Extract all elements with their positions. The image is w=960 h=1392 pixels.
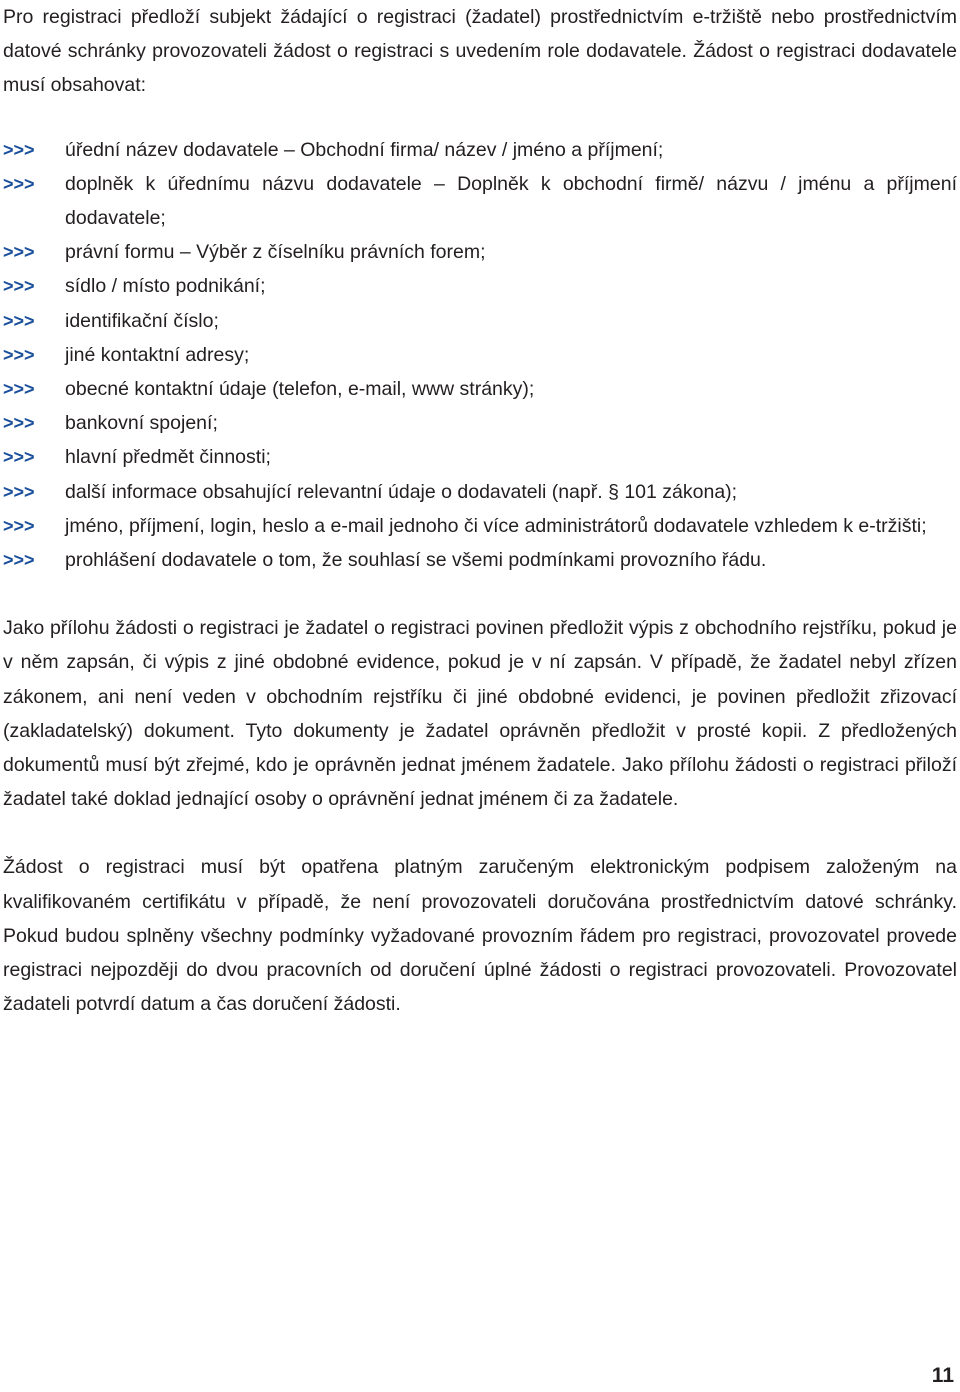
list-item <box>3 235 957 269</box>
list-item-text: jiné kontaktní adresy; <box>65 343 250 366</box>
bullet-marker: >>> <box>3 379 35 400</box>
bullet-marker: >>> <box>3 242 35 263</box>
intro-paragraph: Pro registraci předloží subjekt žádající o registraci (žadatel) prostřednictvím e-tržiště nebo prostřednictvím datové schránky provozovateli žádost o registraci s uvedením role dodavatele. Žádost o registraci dodavatele musí obsahovat: <box>3 6 957 97</box>
bullet-marker: >>> <box>3 481 35 502</box>
list-item-text: hlavní předmět činnosti; <box>65 446 271 469</box>
bullet-marker: >>> <box>3 447 35 468</box>
list-item-text: úřední název dodavatele – Obchodní firma/ název / jméno a příjmení; <box>65 138 664 161</box>
list-item <box>3 406 957 440</box>
list-item <box>3 475 957 509</box>
bullet-marker: >>> <box>3 344 35 365</box>
bullet-marker: >>> <box>3 139 35 160</box>
list-item <box>3 167 957 235</box>
list-item-text: jméno, příjmení, login, heslo a e-mail jednoho či více administrátorů dodavatele vzhledem k e-tržišti; <box>65 514 927 537</box>
list-item-text: obecné kontaktní údaje (telefon, e-mail, www stránky); <box>65 378 535 401</box>
list-item-text: bankovní spojení; <box>65 412 218 435</box>
bullet-marker: >>> <box>3 550 35 571</box>
list-item <box>3 269 957 303</box>
bullet-marker: >>> <box>3 173 35 194</box>
bullet-marker: >>> <box>3 413 35 434</box>
list-item <box>3 338 957 372</box>
requirements-list <box>3 133 957 578</box>
list-item <box>3 304 957 338</box>
list-item-text: právní formu – Výběr z číselníku právních forem; <box>65 241 486 264</box>
list-item <box>3 440 957 474</box>
document-page <box>3 0 957 1021</box>
list-item <box>3 509 957 543</box>
list-item-text: další informace obsahující relevantní údaje o dodavateli (např. § 101 zákona); <box>65 480 738 503</box>
list-item-text: sídlo / místo podnikání; <box>65 275 266 298</box>
list-item <box>3 543 957 577</box>
signature-paragraph: Žádost o registraci musí být opatřena platným zaručeným elektronickým podpisem založeným na kvalifikovaném certifikátu v případě, že není provozovateli doručována prostřednictvím datové schránky. Pokud budou splněny všechny podmínky vyžadované provozním řádem pro registraci, provozovatel provede registraci nejpozději do dvou pracovních od doručení úplné žádosti o registraci provozovateli. Provozovatel žadateli potvrdí datum a čas doručení žádosti. <box>3 856 957 1016</box>
page-number: 11 <box>931 1364 954 1387</box>
bullet-marker: >>> <box>3 310 35 331</box>
list-item <box>3 372 957 406</box>
attachment-paragraph: Jako přílohu žádosti o registraci je žadatel o registraci povinen předložit výpis z obchodního rejstříku, pokud je v něm zapsán, či výpis z jiné obdobné evidence, pokud je v ní zapsán. V případě, že žadatel nebyl zřízen zákonem, ani není veden v obchodním rejstříku či jiné obdobné evidenci, je povinen předložit zřizovací (zakladatelský) dokument. Tyto dokumenty je žadatel oprávněn předložit v prosté kopii. Z předložených dokumentů musí být zřejmé, kdo je oprávněn jednat jménem žadatele. Jako přílohu žádosti o registraci přiloží žadatel také doklad jednající osoby o oprávnění jednat jménem či za žadatele. <box>3 617 957 811</box>
list-item <box>3 133 957 167</box>
list-item-text: prohlášení dodavatele o tom, že souhlasí se všemi podmínkami provozního řádu. <box>65 549 767 572</box>
list-item-text: identifikační číslo; <box>65 309 219 332</box>
bullet-marker: >>> <box>3 515 35 536</box>
bullet-marker: >>> <box>3 276 35 297</box>
list-item-text: doplněk k úřednímu názvu dodavatele – Doplněk k obchodní firmě/ názvu / jménu a příjmení dodavatele; <box>65 172 957 230</box>
